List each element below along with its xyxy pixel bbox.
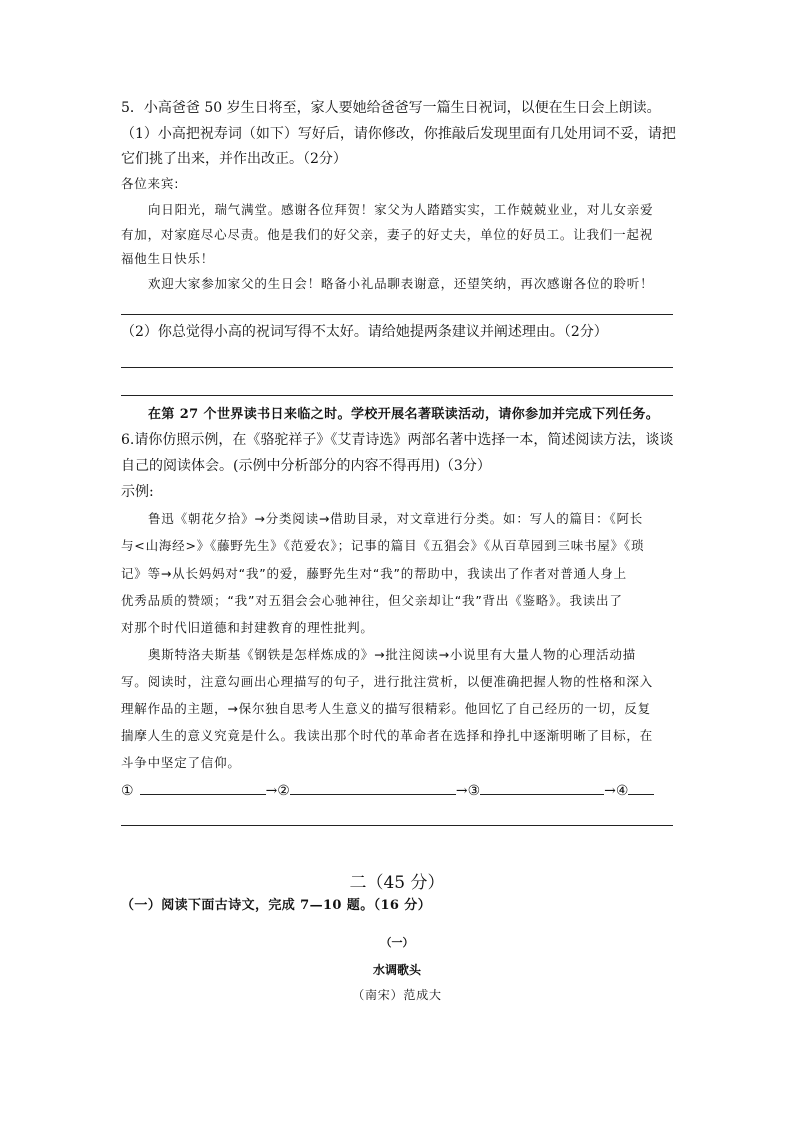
ex1-line3: 记》等→从长妈妈对“我”的爱，藤野先生对“我”的帮助中，我读出了作者对普通人身上 (121, 566, 627, 581)
ex2-line1: 奥斯特洛夫斯基《钢铁是怎样炼成的》→批注阅读→小说里有大量人物的心理活动描 (148, 647, 637, 662)
speech-salutation: 各位来宾: (121, 176, 180, 191)
section-title: 二（45 分） (349, 873, 445, 893)
speech-p2: 欢迎大家参加家父的生日会！略备小礼品聊表谢意，还望笑纳，再次感谢各位的聆听！ (148, 276, 654, 291)
q6-stem-line2: 自己的阅读体会。(示例中分析部分的内容不得再用)（3分） (121, 458, 491, 474)
q5-part1-line1: （1）小高把祝寿词（如下）写好后，请你修改，你推敲后发现里面有几处用词不妥，请把 (121, 126, 676, 142)
poem-author: （南宋）范成大 (352, 988, 442, 1002)
marker-3: →③ (455, 783, 481, 799)
answer-line-q5-1[interactable] (121, 314, 673, 315)
q6-example-label: 示例: (121, 484, 154, 500)
ex1-line4: 优秀品质的赞颂；“我”对五猖会会心驰神往，但父亲却让“我”背出《鉴略》。我读出了 (121, 593, 623, 608)
speech-p1-line3: 福他生日快乐！ (121, 251, 215, 266)
ex1-line1: 鲁迅《朝花夕拾》→分类阅读→借助目录，对文章进行分类。如：写人的篇目：《阿长 (148, 511, 644, 526)
blank-1[interactable] (140, 781, 266, 795)
ex2-line5: 斗争中坚定了信仰。 (121, 755, 241, 770)
ex2-line2: 写。阅读时，注意勾画出心理描写的句子，进行批注赏析，以便准确把握人物的性格和深入 (121, 674, 654, 689)
q5-stem: 5．小高爸爸 50 岁生日将至，家人要她给爸爸写一篇生日祝词，以便在生日会上朗读。 (121, 100, 661, 116)
poem-index: （一） (380, 936, 414, 949)
ex2-line4: 揣摩人生的意义究竟是什么。我读出那个时代的革命者在选择和挣扎中逐渐明晰了目标，在 (121, 728, 654, 743)
blank-3[interactable] (480, 781, 604, 795)
ex1-line2: 与<山海经>》《藤野先生》《范爱农》；记事的篇目《五猖会》《从百草园到三味书屋》《琐 (121, 538, 645, 553)
ex1-line5: 对那个时代旧道德和封建教育的理性批判。 (121, 620, 374, 635)
speech-p1-line2: 有加，对家庭尽心尽责。他是我们的好父亲，妻子的好丈夫，单位的好员工。让我们一起祝 (121, 227, 654, 242)
marker-4: →④ (604, 783, 629, 799)
blank-2[interactable] (290, 781, 456, 795)
marker-2: →② (265, 783, 290, 799)
q5-part1-line2: 它们挑了出来，并作出改正。（2分） (121, 151, 347, 167)
ex2-line3: 理解作品的主题，→保尔独自思考人生意义的描写很精彩。他回忆了自己经历的一切，反复 (121, 701, 651, 716)
speech-p1-line1: 向日阳光，瑞气满堂。感谢各位拜贺！家父为人踏踏实实，工作兢兢业业，对儿女亲爱 (148, 202, 654, 217)
q6-stem-line1: 6.请你仿照示例，在《骆驼祥子》《艾青诗选》两部名著中选择一本，简述阅读方法，谈谈 (121, 432, 674, 448)
q6-intro: 在第 27 个世界读书日来临之时。学校开展名著联读活动，请你参加并完成下列任务。 (148, 407, 660, 422)
poem-title: 水调歌头 (372, 963, 421, 977)
answer-line-q5-2a[interactable] (121, 367, 673, 368)
answer-line-q6[interactable] (121, 825, 673, 826)
q6-fill-row (121, 781, 654, 800)
q5-part2: （2）你总觉得小高的祝词写得不太好。请给她提两条建议并阐述理由。（2分） (121, 324, 608, 340)
answer-line-q5-2b[interactable] (121, 395, 673, 396)
marker-1: ① (121, 783, 134, 799)
blank-4[interactable] (628, 781, 654, 795)
section-subtitle: （一）阅读下面古诗文，完成 7—10 题。（16 分） (121, 898, 432, 913)
